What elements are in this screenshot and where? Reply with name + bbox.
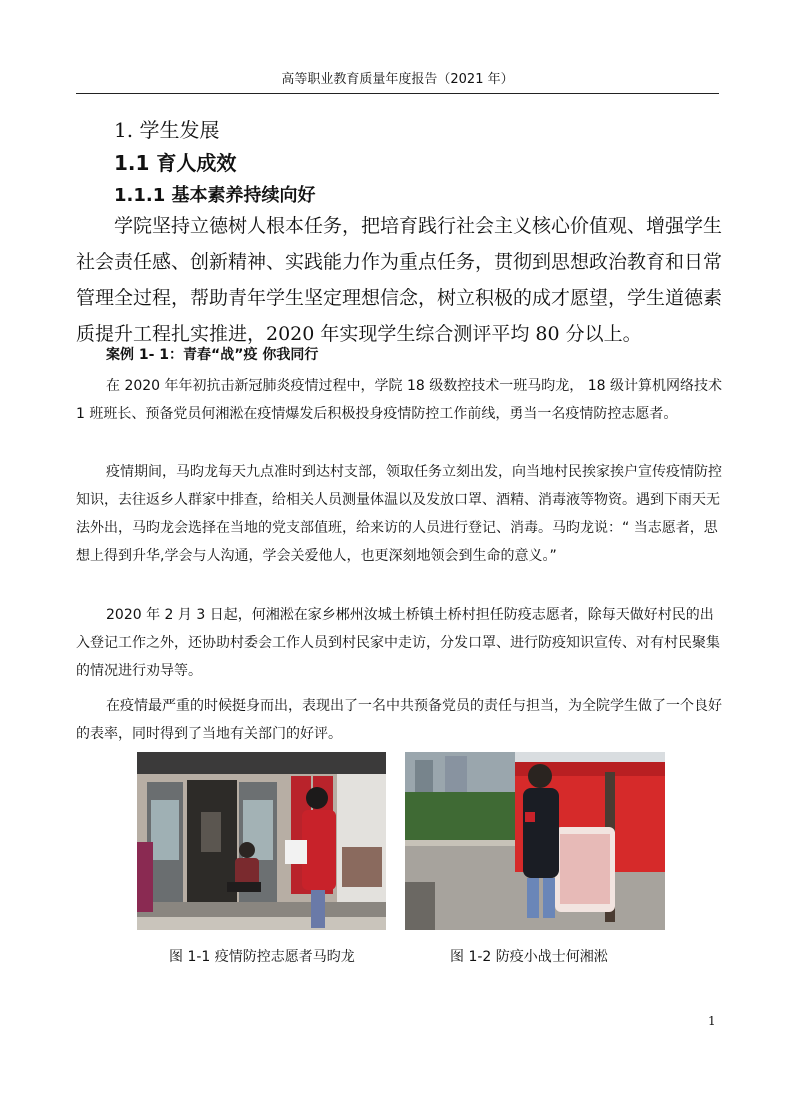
section-heading-3: 1.1.1 基本素养持续向好 <box>114 185 316 206</box>
photo-volunteer-ma <box>137 752 386 930</box>
case-title: 案例 1- 1：青春“战”疫 你我同行 <box>106 347 319 363</box>
photo-volunteer-he <box>405 752 665 930</box>
section-heading-1: 1. 学生发展 <box>114 118 220 142</box>
page-number: 1 <box>708 1014 716 1028</box>
figure-caption-2: 图 1-2 防疫小战士何湘淞 <box>450 949 608 965</box>
intro-paragraph: 学院坚持立德树人根本任务，把培育践行社会主义核心价值观、增强学生社会责任感、创新精神、实践能力作为重点任务，贯彻到思想政治教育和日常管理全过程，帮助青年学生坚定理想信念，树立积极的成才愿望，学生道德素质提升工程扎实推进，2020 年实现学生综合测评平均 80 分以上。 <box>76 215 723 345</box>
case-paragraph-2: 疫情期间，马昀龙每天九点准时到达村支部，领取任务立刻出发，向当地村民挨家挨户宣传疫情防控知识，去往返乡人群家中排查，给相关人员测量体温以及发放口罩、酒精、消毒液等物资。遇到下雨天无法外出，马昀龙会选择在当地的党支部值班，给来访的人员进行登记、消毒。马昀龙说：“ 当志愿者，思想上得到升华,学会与人沟通，学会关爱他人，也更深刻地领会到生命的意义。” <box>76 464 722 564</box>
section-heading-2: 1.1 育人成效 <box>114 151 237 175</box>
case-paragraph-4: 在疫情最严重的时候挺身而出，表现出了一名中共预备党员的责任与担当，为全院学生做了一个良好的表率，同时得到了当地有关部门的好评。 <box>76 698 722 742</box>
case-paragraph-3: 2020 年 2 月 3 日起，何湘淞在家乡郴州汝城土桥镇土桥村担任防疫志愿者，除每天做好村民的出入登记工作之外，还协助村委会工作人员到村民家中走访，分发口罩、进行防疫知识宣传、对有村民聚集的情况进行劝导等。 <box>76 607 720 679</box>
page-header: 高等职业教育质量年度报告（2021 年） <box>76 68 719 94</box>
case-paragraph-1: 在 2020 年年初抗击新冠肺炎疫情过程中，学院 18 级数控技术一班马昀龙， 18 级计算机网络技术 1 班班长、预备党员何湘淞在疫情爆发后积极投身疫情防控工作前线，勇当一名疫情防控志愿者。 <box>76 378 722 422</box>
figure-caption-1: 图 1-1 疫情防控志愿者马昀龙 <box>169 949 355 965</box>
